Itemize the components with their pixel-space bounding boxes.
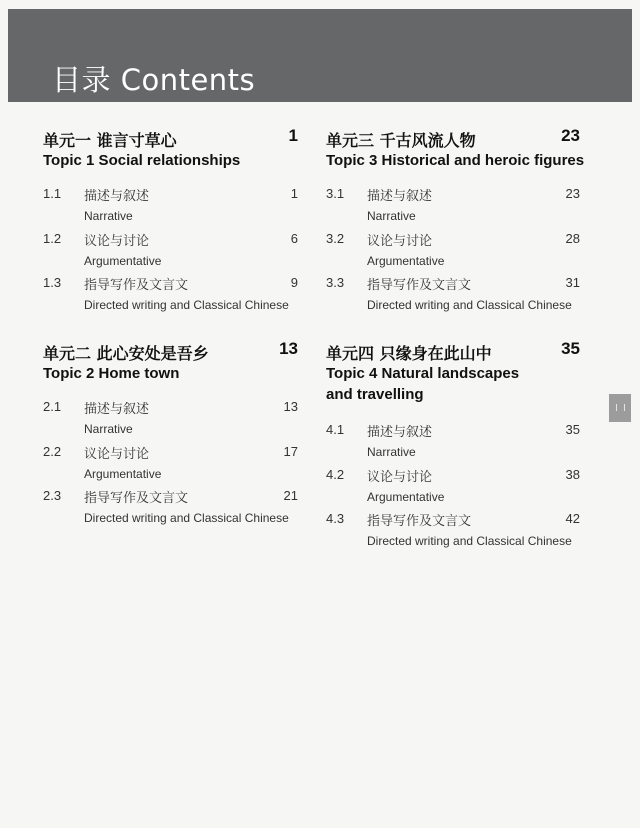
entry-page-number: 13	[283, 399, 298, 414]
page-title: 目录 Contents	[52, 63, 256, 97]
entry-chinese-title: 描述与叙述	[84, 402, 150, 417]
toc-entry[interactable]	[43, 231, 298, 275]
toc-entry[interactable]	[43, 444, 298, 488]
toc-entry[interactable]	[326, 511, 580, 555]
topic-title	[43, 152, 240, 169]
entry-english-title: Directed writing and Classical Chinese	[367, 298, 572, 312]
entry-page-number: 23	[565, 186, 580, 201]
entry-chinese-title: 描述与叙述	[367, 425, 433, 440]
entry-english-title: Directed writing and Classical Chinese	[367, 534, 572, 548]
unit-title[interactable]: 单元四 只缘身在此山中	[326, 344, 492, 363]
entry-page-number: 6	[290, 230, 298, 246]
contents-header-bar	[8, 9, 632, 102]
toc-entry[interactable]	[326, 275, 580, 319]
topic-title-line: Topic 1 Social relationships	[43, 152, 241, 169]
entry-page-number: 28	[565, 230, 580, 246]
entry-number: 4.1	[326, 422, 345, 437]
entry-chinese-title: 描述与叙述	[367, 189, 433, 204]
toc-entry[interactable]	[326, 186, 580, 230]
topic-title	[326, 152, 584, 169]
entry-page-number: 1	[290, 186, 298, 201]
toc-entry[interactable]	[43, 275, 298, 319]
entry-chinese-title: 议论与讨论	[84, 233, 150, 249]
entry-number: 3.2	[326, 230, 345, 246]
entry-chinese-title: 指导写作及文言文	[84, 278, 189, 293]
entry-chinese-title: 描述与叙述	[84, 189, 150, 204]
entry-page-number: 31	[565, 275, 580, 290]
toc-entry[interactable]	[326, 467, 580, 511]
entry-page-number: 9	[290, 275, 298, 290]
entry-number: 2.1	[43, 399, 62, 414]
entry-number: 1.1	[43, 186, 62, 201]
topic-title-line: Topic 4 Natural landscapes	[326, 365, 520, 382]
unit-page-number: 35	[561, 339, 580, 358]
unit-page-number: 1	[288, 126, 298, 145]
entry-page-number: 38	[565, 466, 580, 482]
entry-english-title: Argumentative	[367, 253, 445, 268]
entry-number: 4.3	[326, 511, 345, 526]
entry-number: 3.1	[326, 186, 345, 201]
entry-page-number: 21	[283, 488, 298, 503]
entry-chinese-title: 指导写作及文言文	[367, 514, 472, 529]
entry-page-number: 17	[283, 443, 298, 459]
entry-chinese-title: 议论与讨论	[367, 469, 433, 485]
entry-number: 1.3	[43, 275, 62, 290]
entry-number: 2.3	[43, 488, 62, 503]
entry-english-title: Directed writing and Classical Chinese	[84, 511, 289, 525]
entry-english-title: Argumentative	[84, 253, 162, 268]
entry-number: 4.2	[326, 466, 345, 482]
toc-entry[interactable]	[43, 186, 298, 230]
entry-english-title: Narrative	[84, 209, 133, 223]
entry-chinese-title: 议论与讨论	[84, 446, 150, 462]
topic-title-line: Topic 3 Historical and heroic figures	[326, 152, 585, 169]
entry-english-title: Directed writing and Classical Chinese	[84, 298, 289, 312]
unit-title[interactable]: 单元一 谁言寸草心	[43, 131, 177, 150]
toc-entry[interactable]	[43, 488, 298, 532]
entry-chinese-title: 指导写作及文言文	[367, 278, 472, 293]
entry-english-title: Argumentative	[367, 489, 445, 504]
unit-title[interactable]: 单元二 此心安处是吾乡	[43, 344, 209, 363]
entry-number: 1.2	[43, 230, 62, 246]
entry-english-title: Narrative	[367, 209, 416, 223]
unit-page-number: 23	[561, 126, 580, 145]
entry-chinese-title: 指导写作及文言文	[84, 491, 189, 506]
side-tab-marker	[609, 394, 631, 422]
entry-number: 3.3	[326, 275, 345, 290]
entry-page-number: 42	[565, 511, 580, 526]
unit-title[interactable]: 单元三 千古风流人物	[326, 131, 476, 150]
topic-title	[43, 365, 179, 382]
entry-chinese-title: 议论与讨论	[367, 233, 433, 249]
toc-entry[interactable]	[43, 399, 298, 443]
topic-title-line: and travelling	[326, 386, 424, 403]
topic-title-line: Topic 2 Home town	[43, 365, 180, 382]
entry-number: 2.2	[43, 443, 62, 459]
entry-english-title: Narrative	[367, 445, 416, 459]
entry-english-title: Narrative	[84, 422, 133, 436]
topic-title	[326, 365, 519, 403]
entry-english-title: Argumentative	[84, 466, 162, 481]
entry-page-number: 35	[565, 422, 580, 437]
tab-mark-icon	[616, 404, 625, 411]
toc-entry[interactable]	[326, 422, 580, 466]
toc-entry[interactable]	[326, 231, 580, 275]
unit-page-number: 13	[279, 339, 298, 358]
